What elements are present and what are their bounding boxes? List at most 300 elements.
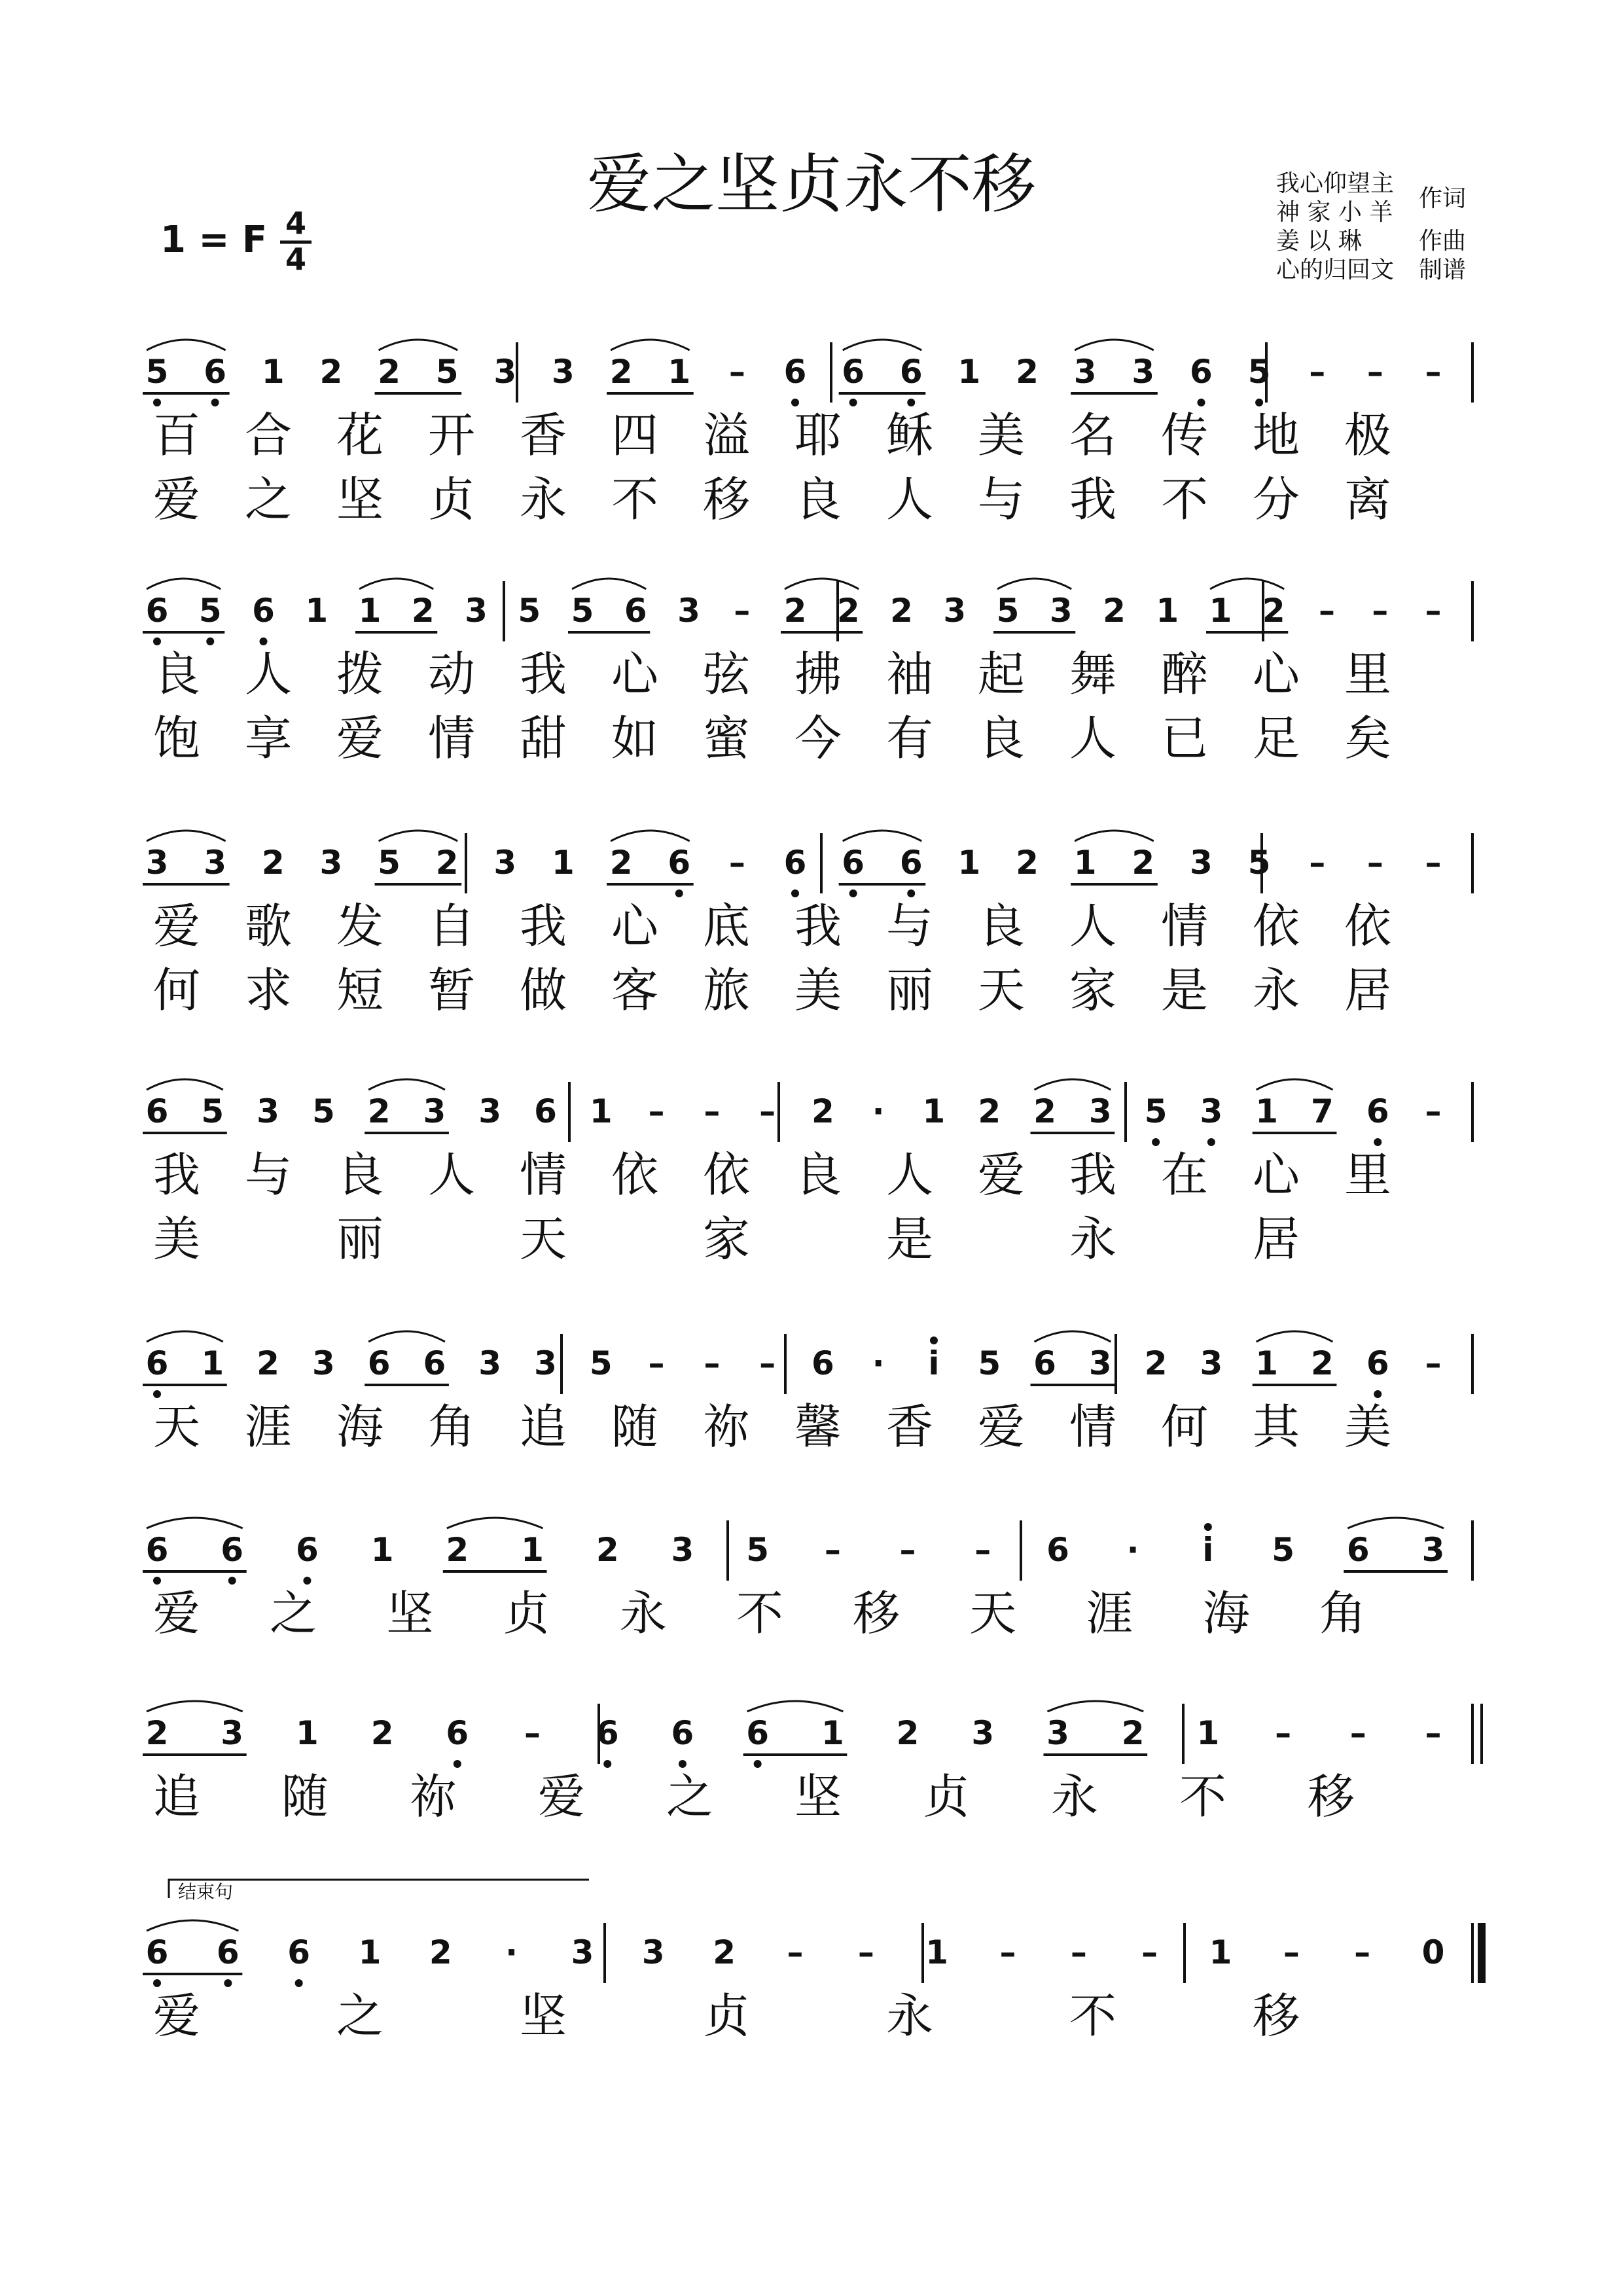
lyric-character: 客 <box>611 963 659 1018</box>
lyric-character: 心 <box>1252 647 1300 702</box>
note: – <box>759 1092 776 1130</box>
note: 1 <box>668 353 691 391</box>
note: 6 <box>145 1933 169 1971</box>
key-label: 1 = F <box>160 219 268 261</box>
lyric-character: 我 <box>519 899 567 954</box>
low-octave-dot <box>1374 1390 1382 1398</box>
lyric-character: 爱 <box>336 711 384 766</box>
lyric-character: 有 <box>885 711 934 766</box>
note: – <box>1319 592 1335 630</box>
lyric-character: 依 <box>611 1147 659 1202</box>
lyric-character: 香 <box>519 408 567 463</box>
lyric-character: 溢 <box>702 408 751 463</box>
lyric-character: 我 <box>152 1147 201 1202</box>
note: 1 <box>521 1531 544 1569</box>
note: – <box>524 1714 541 1752</box>
note: 1 <box>1255 1092 1279 1130</box>
lyric-character: 天 <box>152 1399 201 1454</box>
note: · <box>505 1933 518 1971</box>
note: 2 <box>319 353 343 391</box>
note: 3 <box>465 592 488 630</box>
note: 2 <box>596 1531 619 1569</box>
note: – <box>1372 592 1389 630</box>
lyric-character: 人 <box>1069 899 1117 954</box>
lyric-character: 心 <box>1252 1147 1300 1202</box>
note: 5 <box>378 844 401 882</box>
lyric-character: 丽 <box>336 1211 384 1266</box>
note: 1 <box>201 1344 224 1382</box>
lyric-character: 海 <box>336 1399 384 1454</box>
lyric-character: 馨 <box>794 1399 842 1454</box>
lyric-character: 海 <box>1202 1586 1250 1641</box>
lyric-character: 是 <box>1160 963 1209 1018</box>
note: 2 <box>811 1092 834 1130</box>
lyric-character: 不 <box>611 472 659 527</box>
note: 3 <box>423 1092 446 1130</box>
lyric-character: 暂 <box>427 963 476 1018</box>
lyric-character: 祢 <box>702 1399 751 1454</box>
lyric-character: 美 <box>152 1211 201 1266</box>
low-octave-dot <box>153 1390 161 1398</box>
note: 6 <box>287 1933 311 1971</box>
lyric-character: 香 <box>885 1399 934 1454</box>
low-octave-dot <box>260 637 268 645</box>
lyric-character: 良 <box>336 1147 384 1202</box>
low-octave-dot <box>849 889 857 897</box>
low-octave-dot <box>679 1760 687 1768</box>
note: 2 <box>1144 1344 1168 1382</box>
low-octave-dot <box>1207 1138 1215 1146</box>
note: 6 <box>1046 1531 1069 1569</box>
lyricist-name-1: 我心仰望主 <box>1276 170 1395 197</box>
lyric-character: 移 <box>1252 1988 1300 2043</box>
low-octave-dot <box>295 1979 303 1987</box>
note: · <box>872 1092 885 1130</box>
lyricist-name-2: 神 家 小 羊 <box>1276 199 1393 226</box>
lyric-character: 旅 <box>702 963 751 1018</box>
engraver-name: 心的归回文 <box>1276 257 1395 283</box>
lyric-character: 我 <box>1069 472 1117 527</box>
low-octave-dot <box>224 1979 232 1987</box>
lyric-character: 今 <box>794 711 842 766</box>
lyric-character: 人 <box>427 1147 476 1202</box>
note: 3 <box>1088 1092 1112 1130</box>
low-octave-dot <box>303 1577 311 1585</box>
lyric-character: 角 <box>1319 1586 1366 1641</box>
lyric-character: 人 <box>885 1147 934 1202</box>
lyric-character: 贞 <box>427 472 476 527</box>
note: 6 <box>204 353 227 391</box>
low-octave-dot <box>153 1979 161 1987</box>
lyric-character: 名 <box>1069 408 1117 463</box>
note: 3 <box>312 1344 335 1382</box>
lyric-character: 天 <box>519 1211 567 1266</box>
lyric-character: 在 <box>1160 1147 1209 1202</box>
low-octave-dot <box>1374 1138 1382 1146</box>
composer-name: 姜 以 琳 <box>1276 228 1362 255</box>
note: 6 <box>596 1714 619 1752</box>
note: – <box>1283 1933 1300 1971</box>
note: – <box>734 592 751 630</box>
lyric-character: 爱 <box>977 1399 1026 1454</box>
lyric-character: 不 <box>1069 1988 1117 2043</box>
lyric-character: 做 <box>519 963 567 1018</box>
note: 0 <box>1421 1933 1445 1971</box>
lyric-character: 与 <box>977 472 1026 527</box>
lyric-character: 良 <box>794 1147 842 1202</box>
note: 1 <box>1196 1714 1220 1752</box>
note: – <box>728 353 745 391</box>
lyric-character: 不 <box>1179 1769 1227 1824</box>
lyric-character: 足 <box>1252 711 1300 766</box>
note: – <box>648 1092 665 1130</box>
note: – <box>1425 844 1442 882</box>
lyric-character: 分 <box>1252 472 1300 527</box>
lyric-character: 我 <box>1069 1147 1117 1202</box>
note: 2 <box>896 1714 919 1752</box>
lyric-character: 爱 <box>152 1988 201 2043</box>
lyric-character: 良 <box>977 711 1026 766</box>
note: 6 <box>145 1531 169 1569</box>
note: 6 <box>1033 1344 1056 1382</box>
lyric-character: 离 <box>1344 472 1392 527</box>
lyric-character: 永 <box>619 1586 667 1641</box>
lyric-character: 心 <box>611 647 659 702</box>
note: · <box>1126 1531 1139 1569</box>
lyric-character: 丽 <box>885 963 934 1018</box>
lyric-character: 美 <box>794 963 842 1018</box>
note: 3 <box>1421 1531 1445 1569</box>
lyric-character: 坚 <box>336 472 384 527</box>
note: 6 <box>367 1344 391 1382</box>
lyric-character: 底 <box>702 899 751 954</box>
lyric-character: 地 <box>1252 408 1300 463</box>
note: 5 <box>312 1092 335 1130</box>
note: 2 <box>1121 1714 1145 1752</box>
note: 3 <box>1190 844 1213 882</box>
note: 3 <box>1132 353 1155 391</box>
high-octave-dot <box>1204 1523 1212 1531</box>
lyric-character: 良 <box>977 899 1026 954</box>
lyric-character: 蜜 <box>702 711 751 766</box>
note: 2 <box>1311 1344 1334 1382</box>
note: 2 <box>1016 353 1039 391</box>
low-octave-dot <box>907 889 915 897</box>
lyric-character: 情 <box>427 711 476 766</box>
note: – <box>1425 1714 1442 1752</box>
note: 3 <box>677 592 700 630</box>
lyric-character: 永 <box>519 472 567 527</box>
lyric-character: 涯 <box>244 1399 293 1454</box>
lyric-character: 爱 <box>152 899 201 954</box>
note: 2 <box>783 592 807 630</box>
lyric-character: 移 <box>1307 1769 1355 1824</box>
low-octave-dot <box>907 399 915 406</box>
lyric-character: 人 <box>244 647 293 702</box>
note: 5 <box>198 592 222 630</box>
note: 6 <box>899 353 923 391</box>
note: 3 <box>478 1092 502 1130</box>
lyric-character: 永 <box>885 1988 934 2043</box>
note: – <box>1070 1933 1087 1971</box>
lyric-character: 美 <box>1344 1399 1392 1454</box>
lyric-character: 四 <box>611 408 659 463</box>
note: – <box>704 1092 721 1130</box>
note: 2 <box>1016 844 1039 882</box>
lyric-character: 良 <box>794 472 842 527</box>
note: 6 <box>145 592 169 630</box>
note: – <box>1275 1714 1292 1752</box>
lyric-character: 情 <box>1160 899 1209 954</box>
note: 6 <box>423 1344 446 1382</box>
note: – <box>857 1933 874 1971</box>
note: 3 <box>971 1714 995 1752</box>
note: 3 <box>552 353 575 391</box>
note: – <box>1425 592 1442 630</box>
note: – <box>1366 844 1383 882</box>
lyric-character: 稣 <box>885 408 934 463</box>
lyric-character: 袖 <box>885 647 934 702</box>
lyric-character: 自 <box>427 899 476 954</box>
note: 3 <box>257 1092 279 1130</box>
note: 5 <box>1272 1531 1294 1569</box>
note: 1 <box>552 844 575 882</box>
note: 6 <box>783 844 807 882</box>
note: – <box>1349 1714 1366 1752</box>
note: 2 <box>1132 844 1155 882</box>
note: 3 <box>478 1344 502 1382</box>
lyric-character: 追 <box>519 1399 567 1454</box>
low-octave-dot <box>211 399 219 406</box>
note: 3 <box>1200 1344 1223 1382</box>
note: 3 <box>493 844 517 882</box>
note: 1 <box>370 1531 394 1569</box>
note: 6 <box>534 1092 557 1130</box>
note: 1 <box>957 844 981 882</box>
lyric-character: 贞 <box>702 1988 751 2043</box>
low-octave-dot <box>206 637 214 645</box>
low-octave-dot <box>754 1760 762 1768</box>
lyric-character: 是 <box>885 1211 934 1266</box>
note: 1 <box>1156 592 1179 630</box>
note: 3 <box>534 1344 557 1382</box>
note: 5 <box>435 353 459 391</box>
lyric-character: 爱 <box>977 1147 1026 1202</box>
lyric-character: 良 <box>152 647 201 702</box>
note: i <box>928 1344 940 1382</box>
lyric-character: 与 <box>244 1147 293 1202</box>
low-octave-dot <box>153 1577 161 1585</box>
note: 2 <box>261 844 285 882</box>
note: 6 <box>252 592 275 630</box>
lyric-character: 之 <box>336 1988 384 2043</box>
note: 3 <box>571 1933 594 1971</box>
low-octave-dot <box>1255 399 1263 406</box>
lyric-character: 其 <box>1252 1399 1300 1454</box>
lyric-character: 居 <box>1344 963 1392 1018</box>
lyric-character: 我 <box>519 647 567 702</box>
note: 1 <box>925 1933 949 1971</box>
note: 1 <box>1209 1933 1232 1971</box>
note: 2 <box>609 353 633 391</box>
lyric-character: 依 <box>1344 899 1392 954</box>
note: 6 <box>668 844 691 882</box>
lyric-character: 拂 <box>794 647 842 702</box>
note: 1 <box>261 353 285 391</box>
lyric-character: 求 <box>244 963 293 1018</box>
lyric-character: 合 <box>244 408 293 463</box>
lyric-character: 之 <box>270 1586 317 1641</box>
note: 6 <box>842 844 865 882</box>
note: 3 <box>1049 592 1073 630</box>
note: – <box>1354 1933 1371 1971</box>
note: – <box>974 1531 991 1569</box>
lyric-character: 随 <box>611 1399 659 1454</box>
note: 6 <box>842 353 865 391</box>
note: 1 <box>1255 1344 1279 1382</box>
note: 2 <box>378 353 401 391</box>
note: 2 <box>435 844 459 882</box>
note: 3 <box>319 844 343 882</box>
lyric-character: 短 <box>336 963 384 1018</box>
note: 5 <box>201 1092 224 1130</box>
note: 6 <box>783 353 807 391</box>
lyric-character: 追 <box>152 1769 201 1824</box>
low-octave-dot <box>228 1577 236 1585</box>
note: 2 <box>890 592 913 630</box>
lyric-character: 之 <box>244 472 293 527</box>
lyric-character: 居 <box>1252 1211 1300 1266</box>
note: 2 <box>411 592 435 630</box>
low-octave-dot <box>1197 399 1205 406</box>
engraver-role: 制谱 <box>1419 257 1467 283</box>
note: – <box>1425 1092 1442 1130</box>
note: – <box>759 1344 776 1382</box>
note: 1 <box>296 1714 319 1752</box>
note: 2 <box>446 1531 469 1569</box>
lyric-character: 人 <box>1069 711 1117 766</box>
lyric-character: 情 <box>1069 1399 1117 1454</box>
note: – <box>728 844 745 882</box>
low-octave-dot <box>153 637 161 645</box>
lyric-character: 与 <box>885 899 934 954</box>
note: 6 <box>145 1092 169 1130</box>
lyric-character: 极 <box>1344 408 1392 463</box>
lyric-character: 我 <box>794 899 842 954</box>
lyric-character: 拨 <box>336 647 384 702</box>
note: 6 <box>811 1344 834 1382</box>
note: 2 <box>978 1092 1001 1130</box>
note: i <box>1202 1531 1214 1569</box>
lyric-character: 坚 <box>794 1769 842 1824</box>
lyric-character: 何 <box>152 963 201 1018</box>
note: 1 <box>589 1092 613 1130</box>
lyric-character: 随 <box>281 1769 329 1824</box>
lyric-character: 歌 <box>244 899 293 954</box>
lyric-character: 如 <box>611 711 659 766</box>
note: – <box>1309 353 1326 391</box>
lyric-character: 已 <box>1160 711 1209 766</box>
lyric-character: 何 <box>1160 1399 1209 1454</box>
lyric-character: 动 <box>427 647 476 702</box>
note: – <box>1366 353 1383 391</box>
high-octave-dot <box>930 1336 938 1344</box>
lyric-character: 家 <box>1069 963 1117 1018</box>
note: 1 <box>305 592 329 630</box>
note: 5 <box>145 353 169 391</box>
note: 5 <box>589 1344 613 1382</box>
note: 7 <box>1311 1092 1334 1130</box>
note: – <box>1425 353 1442 391</box>
note: 1 <box>358 1933 382 1971</box>
lyric-character: 移 <box>853 1586 901 1641</box>
note: 2 <box>1103 592 1126 630</box>
lyric-character: 享 <box>244 711 293 766</box>
lyric-character: 花 <box>336 408 384 463</box>
time-numerator: 4 <box>285 206 307 241</box>
note: · <box>872 1344 885 1382</box>
lyric-character: 爱 <box>152 472 201 527</box>
note: – <box>648 1344 665 1382</box>
note: 3 <box>1073 353 1097 391</box>
lyric-character: 甜 <box>519 711 567 766</box>
coda-label: 结束句 <box>178 1881 234 1903</box>
note: 3 <box>493 353 517 391</box>
note: 3 <box>1200 1092 1223 1130</box>
note: – <box>1309 844 1326 882</box>
note: 2 <box>836 592 860 630</box>
song-title: 爱之坚贞永不移 <box>586 147 1037 222</box>
lyric-character: 依 <box>702 1147 751 1202</box>
note: 1 <box>1209 592 1232 630</box>
low-octave-dot <box>1152 1138 1160 1146</box>
note: 2 <box>1262 592 1285 630</box>
lyric-character: 天 <box>969 1586 1017 1641</box>
note: 3 <box>671 1531 694 1569</box>
note: – <box>1425 1344 1442 1382</box>
note: 2 <box>145 1714 169 1752</box>
lyric-character: 爱 <box>152 1586 201 1641</box>
lyric-character: 角 <box>427 1399 476 1454</box>
note: 5 <box>978 1344 1001 1382</box>
lyric-character: 情 <box>519 1147 567 1202</box>
note: 5 <box>1247 353 1271 391</box>
lyric-character: 永 <box>1252 963 1300 1018</box>
lyric-character: 里 <box>1344 647 1392 702</box>
lyric-character: 饱 <box>152 711 201 766</box>
lyric-character: 坚 <box>386 1586 434 1641</box>
low-octave-dot <box>849 399 857 406</box>
low-octave-dot <box>153 399 161 406</box>
note: 1 <box>957 353 981 391</box>
note: 6 <box>1190 353 1213 391</box>
lyric-character: 耶 <box>794 408 842 463</box>
note: 6 <box>624 592 647 630</box>
note: – <box>787 1933 804 1971</box>
note: 2 <box>429 1933 452 1971</box>
lyric-character: 人 <box>885 472 934 527</box>
low-octave-dot <box>791 889 799 897</box>
lyric-character: 之 <box>666 1769 714 1824</box>
low-octave-dot <box>675 889 683 897</box>
lyric-character: 弦 <box>702 647 751 702</box>
note: 6 <box>145 1344 169 1382</box>
note: 6 <box>1366 1092 1389 1130</box>
note: 5 <box>1247 844 1271 882</box>
note: 5 <box>1144 1092 1168 1130</box>
low-octave-dot <box>791 399 799 406</box>
note: 2 <box>257 1344 279 1382</box>
